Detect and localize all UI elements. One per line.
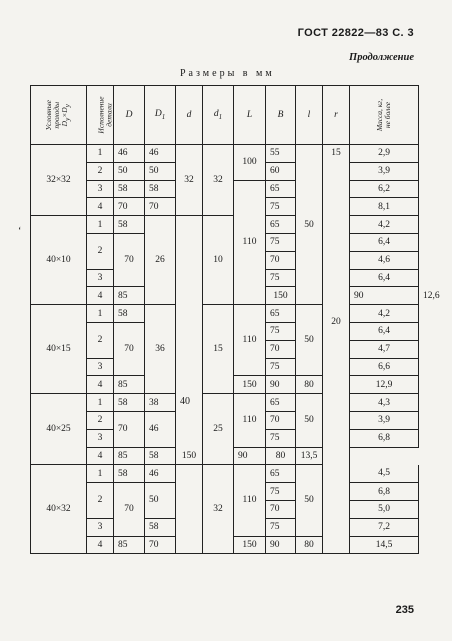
col-L: L <box>234 86 266 145</box>
table-row: 4 85 150 90 80 12,9 <box>31 376 419 394</box>
col-r: r <box>323 86 350 145</box>
col-D1: $D_1$ <box>145 86 176 145</box>
col-execution: Исполнение детали <box>87 86 114 145</box>
group-label: 40×10 <box>31 216 87 305</box>
units-caption: Размеры в мм <box>180 68 275 79</box>
col-D: D <box>114 86 145 145</box>
group-label: 40×32 <box>31 465 87 554</box>
group-label: 32×32 <box>31 145 87 216</box>
group-label: 40×25 <box>31 394 87 465</box>
col-d1: $d_1$ <box>203 86 234 145</box>
shared-d-cell <box>176 216 203 447</box>
margin-mark: ʻ <box>18 226 22 237</box>
col-mass: Масса, кг, не более <box>350 86 419 145</box>
l-cell: 50 <box>296 145 323 305</box>
group-label: 40×15 <box>31 305 87 394</box>
col-l: l <box>296 86 323 145</box>
continuation-label: Продолжение <box>349 52 414 63</box>
table-row: 2 70 75 6,4 <box>31 322 419 340</box>
gost-header: ГОСТ 22822—83 С. 3 <box>297 27 414 39</box>
table-row: 3 75 6,8 <box>31 429 419 447</box>
table-row: 4 85 150 90 12,6 <box>31 287 419 305</box>
shared-d-value: 40 <box>180 396 190 407</box>
table-row: 40×10 1 58 26 10 65 4,2 <box>31 216 419 234</box>
table-row: 4 85 58 150 90 80 13,5 <box>31 447 419 465</box>
dimensions-table <box>30 85 440 554</box>
table-row: 40×15 1 58 36 15 110 65 50 4,2 <box>31 305 419 323</box>
table-row: 4 85 70 150 90 80 14,5 <box>31 536 419 554</box>
table-row: 70 4,7 <box>31 340 419 358</box>
table-row: 70 5,0 <box>31 500 419 518</box>
table-row: 40×32 1 58 46 32 110 65 50 4,5 <box>31 465 419 483</box>
table-row: 2 50 50 60 3,9 <box>31 162 419 180</box>
r-cell: 20 <box>323 180 350 465</box>
col-conditional-passage: Условные проходы Dу×Dу <box>31 86 87 145</box>
col-d: d <box>176 86 203 145</box>
table-row: 70 4,6 <box>31 251 419 269</box>
page-number: 235 <box>395 604 414 616</box>
table-row: 32×32 1 46 46 32 32 100 55 50 15 2,9 <box>31 145 419 163</box>
table-row: 4 70 70 75 8,1 <box>31 198 419 216</box>
table-row: 3 75 6,6 <box>31 358 419 376</box>
table-row: 3 58 75 7,2 <box>31 518 419 536</box>
col-B: B <box>266 86 296 145</box>
table-row: 3 58 58 110 65 20 6,2 <box>31 180 419 198</box>
table-row: 2 70 46 70 3,9 <box>31 411 419 429</box>
table-row: 2 70 50 75 6,8 <box>31 483 419 501</box>
table-row: 40×25 1 58 38 25 110 65 50 4,3 <box>31 394 419 412</box>
table-row: 3 75 6,4 <box>31 269 419 287</box>
table-row: 2 70 75 6,4 <box>31 233 419 251</box>
table-header-row <box>31 86 419 145</box>
